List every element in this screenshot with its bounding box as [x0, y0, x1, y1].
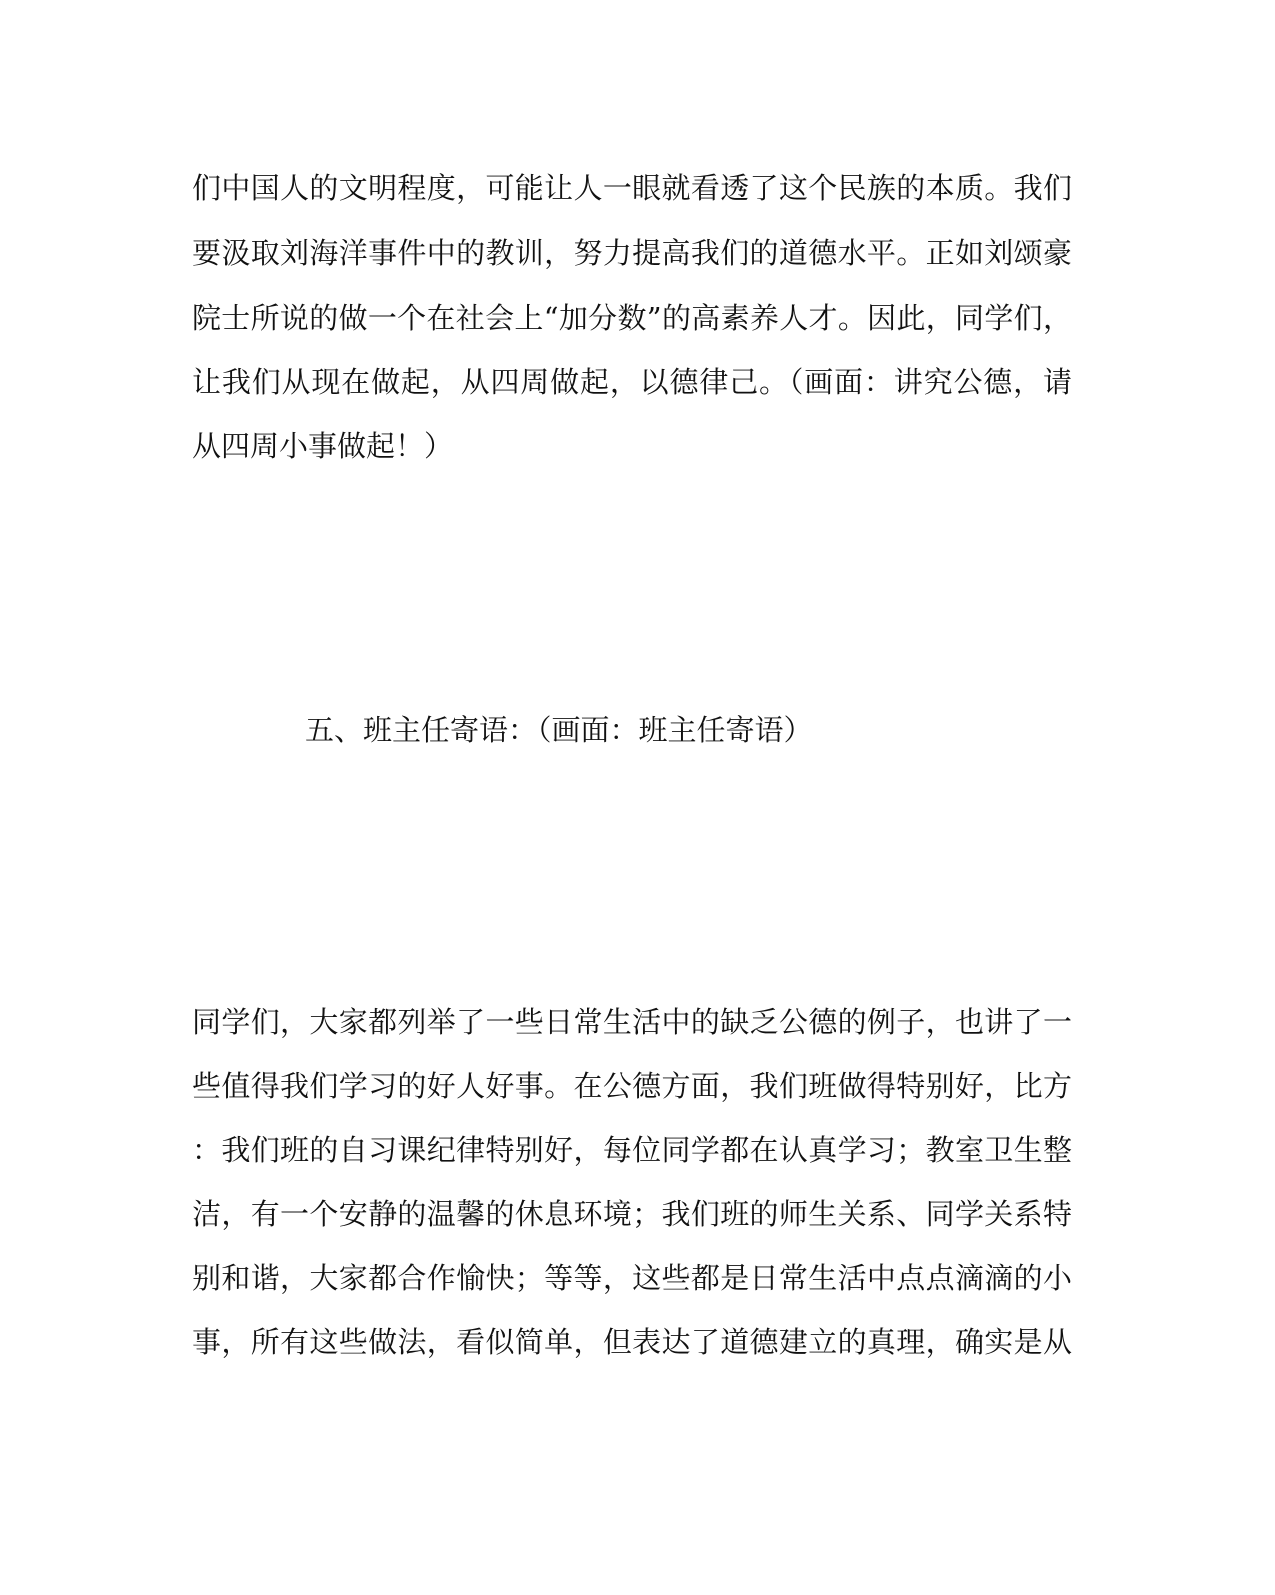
paragraph-1-line-1: 们中国人的文明程度，可能让人一眼就看透了这个民族的本质。我们	[192, 171, 1072, 205]
section-heading: 五、班主任寄语：（画面：班主任寄语）	[305, 713, 813, 747]
paragraph-2-line-4: 洁，有一个安静的温馨的休息环境；我们班的师生关系、同学关系特	[192, 1197, 1072, 1231]
paragraph-2-line-5: 别和谐，大家都合作愉快；等等，这些都是日常生活中点点滴滴的小	[192, 1261, 1072, 1295]
paragraph-1-line-4: 让我们从现在做起，从四周做起，以德律己。（画面：讲究公德，请	[192, 365, 1072, 399]
paragraph-2-line-6: 事，所有这些做法，看似简单，但表达了道德建立的真理，确实是从	[192, 1325, 1072, 1359]
paragraph-1-line-3: 院士所说的做一个在社会上“加分数”的高素养人才。因此，同学们，	[192, 301, 1072, 335]
paragraph-2-line-3: ：我们班的自习课纪律特别好，每位同学都在认真学习；教室卫生整	[192, 1133, 1072, 1167]
paragraph-1-line-2: 要汲取刘海洋事件中的教训，努力提高我们的道德水平。正如刘颂豪	[192, 236, 1072, 270]
paragraph-1-line-5: 从四周小事做起！）	[192, 429, 454, 463]
paragraph-2-line-2: 些值得我们学习的好人好事。在公德方面，我们班做得特别好，比方	[192, 1069, 1072, 1103]
paragraph-2-line-1: 同学们，大家都列举了一些日常生活中的缺乏公德的例子，也讲了一	[192, 1005, 1072, 1039]
